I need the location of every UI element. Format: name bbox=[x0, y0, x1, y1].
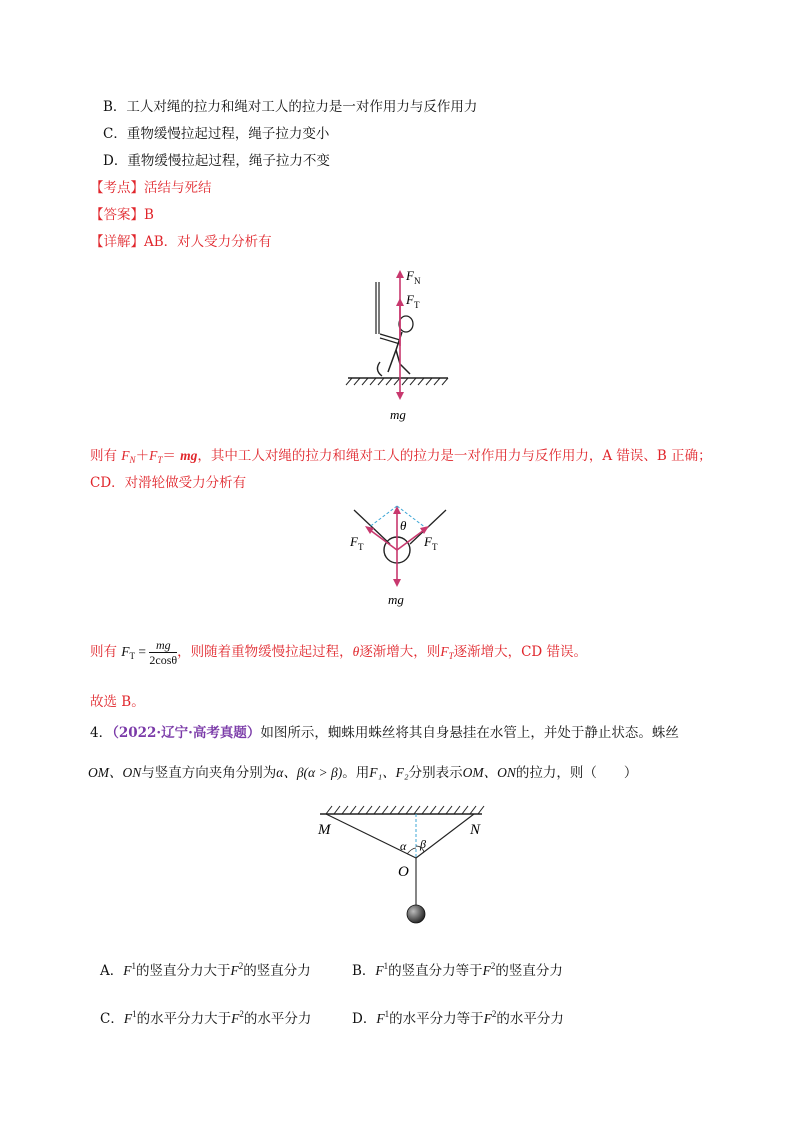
fig1-mg-label: mg bbox=[390, 407, 406, 422]
choice-b bbox=[352, 956, 563, 981]
formula-ft: F bbox=[440, 644, 449, 659]
detail-label: 【详解】 bbox=[90, 234, 144, 250]
choice-c-mid: 的水平分力大于 bbox=[136, 1011, 232, 1027]
choice-d-f1-sub: 1 bbox=[384, 1009, 390, 1019]
kaodian-label: 【考点】 bbox=[90, 180, 144, 196]
formula-prefix: 则有 bbox=[90, 644, 117, 660]
choice-d-end: 的水平分力 bbox=[496, 1011, 564, 1027]
q4-text4: 分别表示 bbox=[408, 765, 463, 781]
fig1-fn-label: $F_N$ bbox=[406, 268, 421, 286]
choice-c-label: C． bbox=[100, 1011, 124, 1027]
choice-c-f2-sub: 2 bbox=[239, 1009, 244, 1019]
q4-text5: 的拉力，则（ ） bbox=[515, 765, 638, 781]
choice-a bbox=[100, 956, 311, 981]
figure-pulley-forces bbox=[340, 500, 460, 610]
answer bbox=[90, 205, 154, 225]
choice-c-f1-sub: 1 bbox=[132, 1009, 137, 1019]
choice-d-f1: F bbox=[376, 1011, 385, 1026]
formula-lhs-sub: T bbox=[129, 651, 136, 661]
q4-forces: F₁、F₂ bbox=[369, 765, 409, 780]
q4-om-on-2: OM、ON bbox=[462, 765, 516, 780]
choice-d bbox=[352, 1004, 564, 1029]
fig3-label-n: N bbox=[470, 822, 481, 838]
choice-a-f1: F bbox=[123, 963, 132, 978]
question-4-line-2 bbox=[88, 763, 637, 783]
choice-a-mid: 的竖直分力大于 bbox=[136, 963, 231, 979]
q4-number: 4． bbox=[90, 725, 113, 741]
option-b: B．工人对绳的拉力和绳对工人的拉力是一对作用力与反作用力 bbox=[103, 99, 478, 115]
answer-text: B bbox=[144, 207, 154, 223]
explain-2: CD．对滑轮做受力分析有 bbox=[90, 475, 247, 491]
choice-a-f2-sub: 2 bbox=[238, 961, 244, 971]
choice-a-f2: F bbox=[230, 963, 239, 978]
choice-b-f2-sub: 2 bbox=[490, 961, 496, 971]
fig3-alpha: α bbox=[400, 839, 407, 853]
choice-b-f1: F bbox=[375, 963, 384, 978]
formula-ft-sub: T bbox=[448, 651, 454, 661]
fig3-label-m: M bbox=[318, 822, 331, 838]
choice-d-mid: 的水平分力等于 bbox=[389, 1011, 484, 1027]
kaodian-text: 活结与死结 bbox=[144, 180, 212, 196]
formula-line bbox=[90, 636, 587, 672]
detail bbox=[90, 232, 272, 252]
choice-b-end: 的竖直分力 bbox=[495, 963, 563, 979]
choice-b-f2: F bbox=[482, 963, 491, 978]
figure-spider-pipe bbox=[310, 800, 500, 935]
choice-d-f2-sub: 2 bbox=[491, 1009, 497, 1019]
formula-fraction bbox=[149, 638, 177, 667]
choice-c-f2: F bbox=[231, 1011, 240, 1026]
fig2-mg: mg bbox=[388, 592, 404, 607]
answer-label: 【答案】 bbox=[90, 207, 144, 223]
choice-a-label: A． bbox=[100, 963, 124, 979]
explain1-rest: ，其中工人对绳的拉力和绳对工人的拉力是一对作用力与反作用力，A 错误、B 正确； bbox=[197, 448, 712, 464]
explain1-fn-sub: N bbox=[129, 455, 136, 465]
formula-eq: = bbox=[138, 644, 147, 659]
kaodian bbox=[90, 178, 212, 198]
option-c: C．重物缓慢拉起过程，绳子拉力变小 bbox=[103, 126, 330, 142]
fig3-label-o: O bbox=[398, 864, 409, 880]
q4-text3: 。用 bbox=[342, 765, 370, 781]
explain1-eq: ＝ bbox=[162, 448, 181, 464]
choice-c bbox=[100, 1004, 311, 1029]
q4-text2: 与竖直方向夹角分别为 bbox=[141, 765, 277, 781]
explain-1 bbox=[90, 446, 712, 470]
choice-a-end: 的竖直分力 bbox=[243, 963, 311, 979]
formula-num: mg bbox=[149, 638, 177, 653]
fig2-ft-left: $F_T$ bbox=[350, 534, 364, 552]
choice-b-mid: 的竖直分力等于 bbox=[388, 963, 483, 979]
formula-theta: θ bbox=[352, 644, 360, 659]
explain1-fn: F bbox=[121, 448, 130, 463]
explain1-mg: mg bbox=[180, 448, 198, 463]
choice-d-f2: F bbox=[483, 1011, 492, 1026]
fig2-theta: θ bbox=[400, 518, 407, 533]
explain1-plus: ＋ bbox=[135, 448, 150, 464]
explain1-ft-sub: T bbox=[157, 455, 163, 465]
q4-text1: 如图所示，蜘蛛用蛛丝将其自身悬挂在水管上，并处于静止状态。蛛丝 bbox=[260, 725, 679, 741]
q4-angles: α、β(α > β) bbox=[276, 765, 343, 780]
choice-b-label: B． bbox=[352, 963, 376, 979]
choice-b-f1-sub: 1 bbox=[383, 961, 389, 971]
detail-text: AB．对人受力分析有 bbox=[144, 234, 272, 250]
choice-a-f1-sub: 1 bbox=[131, 961, 136, 971]
formula-lhs: F bbox=[121, 644, 130, 659]
choice-d-label: D． bbox=[352, 1011, 377, 1027]
formula-rest1: ，则随着重物缓慢拉起过程， bbox=[177, 644, 353, 660]
fig2-ft-right: $F_T$ bbox=[424, 534, 438, 552]
fig3-beta: β bbox=[420, 837, 426, 851]
q4-source: （2022·辽宁·高考真题） bbox=[112, 725, 261, 741]
formula-den: 2cosθ bbox=[149, 653, 178, 668]
formula-rest3: 逐渐增大，CD 错误。 bbox=[453, 644, 588, 660]
fig1-ft-label: $F_T$ bbox=[406, 292, 420, 310]
explain1-ft: F bbox=[149, 448, 158, 463]
conclusion: 故选 B。 bbox=[90, 694, 145, 710]
figure-person-forces bbox=[340, 262, 460, 427]
choice-c-end: 的水平分力 bbox=[243, 1011, 312, 1027]
formula-rest2: 逐渐增大，则 bbox=[359, 644, 441, 660]
explain1-prefix: 则有 bbox=[90, 448, 122, 464]
q4-om-on: OM、ON bbox=[88, 765, 142, 780]
question-4-line-1 bbox=[90, 723, 679, 743]
choice-c-f1: F bbox=[123, 1011, 133, 1026]
option-d: D．重物缓慢拉起过程，绳子拉力不变 bbox=[103, 153, 330, 169]
